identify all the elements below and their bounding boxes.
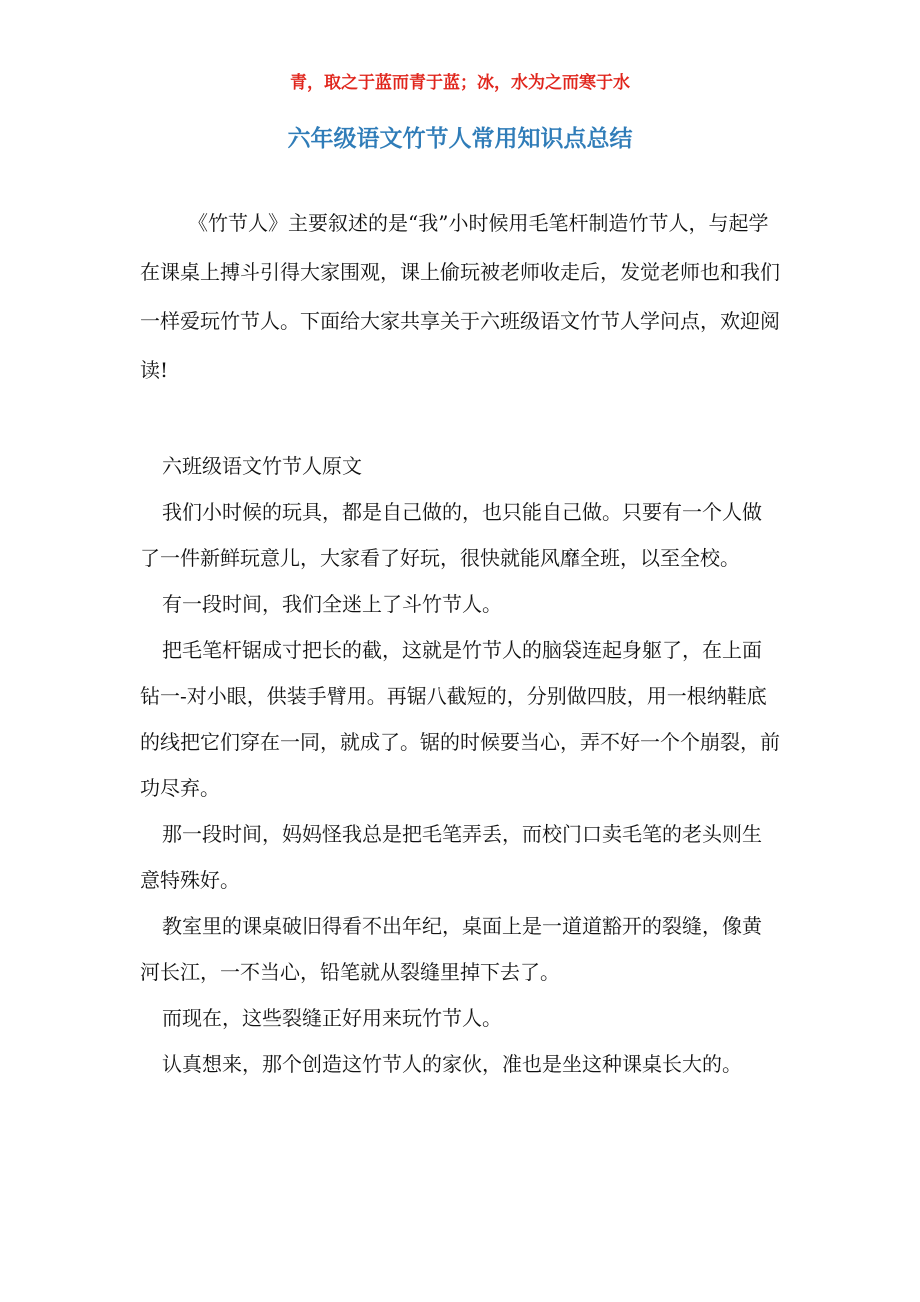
header-motto: 青，取之于蓝而青于蓝；冰，水为之而寒于水: [290, 73, 630, 93]
body-paragraph: 有一段时间，我们全迷上了斗竹节人。: [162, 592, 502, 616]
section-heading: 六班级语文竹节人原文: [162, 454, 362, 478]
body-paragraph: 我们小时候的玩具，都是自己做的，也只能自己做。只要有一个人做了一件新鲜玩意儿，大家看了好玩，很快就能风靡全班，以至全校。: [140, 500, 762, 570]
body-paragraph: 把毛笔杆锯成寸把长的截，这就是竹节人的脑袋连起身躯了，在上面钻一-对小眼，供装手臂用。再锯八截短的，分别做四肢，用一根纳鞋底的线把它们穿在一同，就成了。锯的时候要当心，弄不好一个个崩裂，前功尽弃。: [140, 638, 780, 800]
body-paragraph: 教室里的课桌破旧得看不出年纪，桌面上是一道道豁开的裂缝，像黄河长江，一不当心，铅笔就从裂缝里掉下去了。: [140, 914, 762, 984]
page-title: 六年级语文竹节人常用知识点总结: [287, 125, 633, 152]
body-paragraph: 那一段时间，妈妈怪我总是把毛笔弄丢，而校门口卖毛笔的老头则生意特殊好。: [140, 822, 762, 892]
article-body: [140, 443, 780, 1087]
intro-paragraph: 《竹节人》主要叙述的是“我”小时候用毛笔杆制造竹节人，与起学在课桌上搏斗引得大家围观，课上偷玩被老师收走后，发觉老师也和我们一样爱玩竹节人。下面给大家共享关于六班级语文竹节人学问点，欢迎阅读!: [140, 211, 780, 382]
body-paragraph: 而现在，这些裂缝正好用来玩竹节人。: [162, 1006, 502, 1030]
body-paragraph: 认真想来，那个创造这竹节人的家伙，准也是坐这种课桌长大的。: [162, 1052, 742, 1076]
